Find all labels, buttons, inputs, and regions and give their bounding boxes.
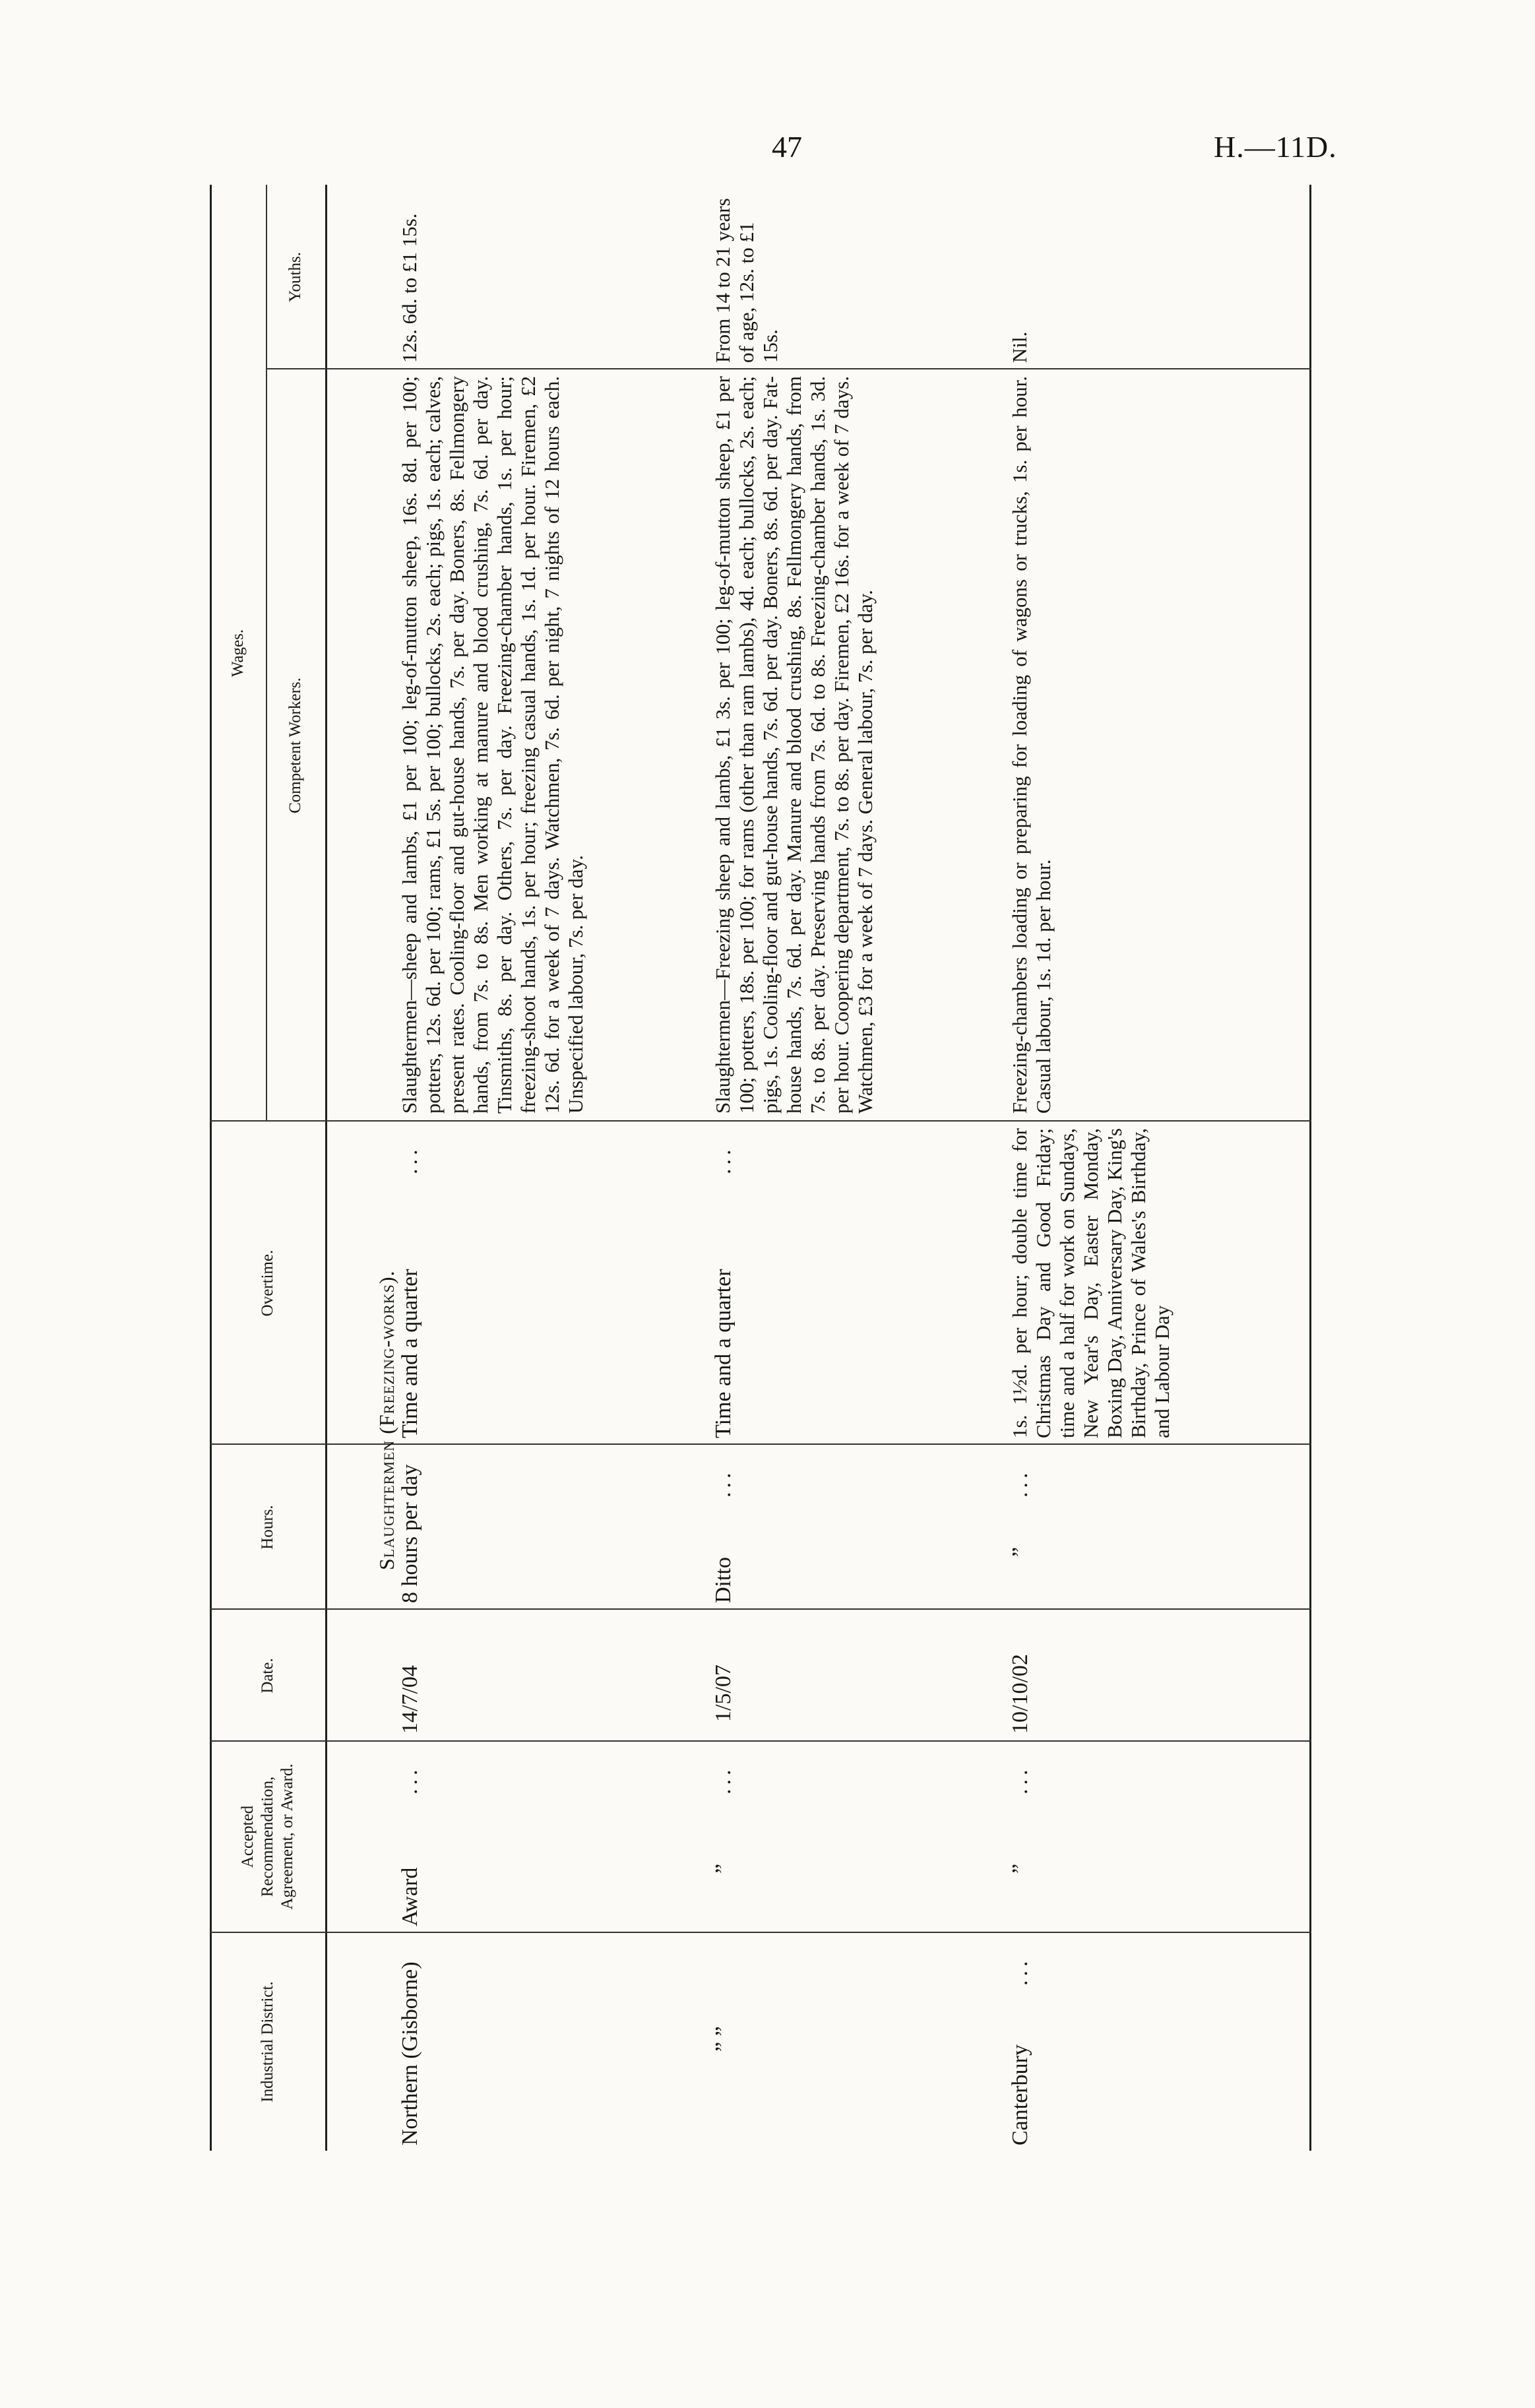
column-rule — [210, 1932, 1311, 1933]
row2-competent-workers: Slaughtermen—Freezing sheep and lambs, £1 3s. per 100; leg-of-mutton sheep, £1 per 100; potters, 18s. per 100; for rams (other than ram lambs), 4d. each; bullocks, 2s. each; pigs, 1s. Cooling-floor and gut-house hands, 7s. 6d. per day. Boners, 8s. 6d. per day. Fat-house hands, 7s. 6d. per day. Manure and blood crushing, 8s. Fellmongery hands, from 7s. to 8s. per day. Preserving hands from 7s. 6d. to 8s. Freezing-chamber hands, 1s. 3d. per hour. Coopering department, 7s. to 8s. per day. Firemen, £2 16s. for a week of 7 days. Watchmen, £3 for a week of 7 days. General labour, 7s. per day. — [711, 376, 877, 1114]
row3-competent-workers: Freezing-chambers loading or preparing for loading of wagons or trucks, 1s. per hour. Casual labour, 1s. 1d. per hour. — [1008, 376, 1055, 1114]
row1-competent-workers: Slaughtermen—sheep and lambs, £1 per 100; leg-of-mutton sheep, 16s. 8d. per 100; potters, 12s. 6d. per 100; rams, £1 5s. per 100; bullocks, 2s. each; pigs, 1s. each; calves, present rates. Cooling-floor and gut-house hands, 7s. per day. Boners, 8s. Fellmongery hands, from 7s. to 8s. Men working at manure and blood crushing, 7s. 6d. per day. Tinsmiths, 8s. per day. Others, 7s. per day. Freezing-chamber hands, 1s. per hour; freezing-shoot hands, 1s. per hour; freezing casual hands, 1s. 1d. per hour. Firemen, £2 12s. 6d. for a week of 7 days. Watchmen, 7s. 6d. per night, 7 nights of 12 hours each. Unspecified labour, 7s. per day. — [398, 376, 587, 1114]
header-overtime: Overtime. — [258, 1250, 276, 1317]
row2-hours-dots: ... — [711, 1469, 736, 1498]
row3-hours-dots: ... — [1008, 1469, 1032, 1498]
header-district: Industrial District. — [258, 1981, 276, 2103]
wages-table — [210, 185, 1311, 2151]
header-bottom-rule — [325, 185, 327, 2151]
row2-award-dots: ... — [711, 1765, 736, 1794]
row3-overtime: 1s. 1½d. per hour; double time for Christmas Day and Good Friday; time and a half for work on Sundays, New Year's Day, Easter Monday, Boxing Day, Anniversary Day, King's Birthday, Prince of Wales's Birthday, and Labour Day — [1008, 1128, 1174, 1438]
table-bottom-rule — [1309, 185, 1311, 2151]
row1-hours: 8 hours per day — [398, 1464, 422, 1603]
header-competent-workers: Competent Workers. — [286, 678, 304, 813]
row1-overtime: Time and a quarter — [398, 1269, 422, 1438]
row2-overtime-dots: ... — [711, 1145, 736, 1174]
row1-youths: 12s. 6d. to £1 15s. — [398, 213, 421, 363]
page-reference: H.—11D. — [1214, 130, 1337, 164]
row1-award: Award — [398, 1867, 422, 1926]
row3-district-dots: ... — [1008, 1957, 1032, 1986]
row3-youths: Nil. — [1008, 331, 1031, 363]
header-wages: Wages. — [228, 629, 247, 678]
row2-overtime: Time and a quarter — [711, 1269, 736, 1438]
column-rule — [210, 1740, 1311, 1742]
section-title: Slaughtermen (Freezing-works). — [375, 1270, 398, 1570]
row3-hours: ” — [1008, 1546, 1032, 1557]
row3-award: ” — [1008, 1863, 1032, 1874]
row1-date: 14/7/04 — [398, 1665, 422, 1734]
page-number: 47 — [772, 130, 802, 164]
row2-hours: Ditto — [711, 1557, 736, 1603]
row2-award: ” — [711, 1863, 736, 1874]
row3-district: Canterbury — [1008, 2044, 1032, 2145]
header-award: Accepted Recommendation, Agreement, or Award. — [238, 1763, 296, 1910]
row1-overtime-dots: ... — [398, 1145, 422, 1174]
row2-district: ” ” — [711, 2026, 736, 2052]
row2-youths: From 14 to 21 years of age, 12s. to £1 15s. — [711, 198, 782, 363]
header-youths: Youths. — [286, 252, 304, 302]
row1-district: Northern (Gisborne) — [398, 1961, 422, 2145]
row1-award-dots: ... — [398, 1765, 422, 1794]
row3-award-dots: ... — [1008, 1765, 1032, 1794]
header-hours: Hours. — [258, 1505, 276, 1550]
row3-date: 10/10/02 — [1008, 1654, 1032, 1734]
header-date: Date. — [258, 1658, 276, 1694]
row2-date: 1/5/07 — [711, 1664, 736, 1722]
column-rule — [210, 1608, 1311, 1610]
column-rule — [266, 368, 1311, 369]
